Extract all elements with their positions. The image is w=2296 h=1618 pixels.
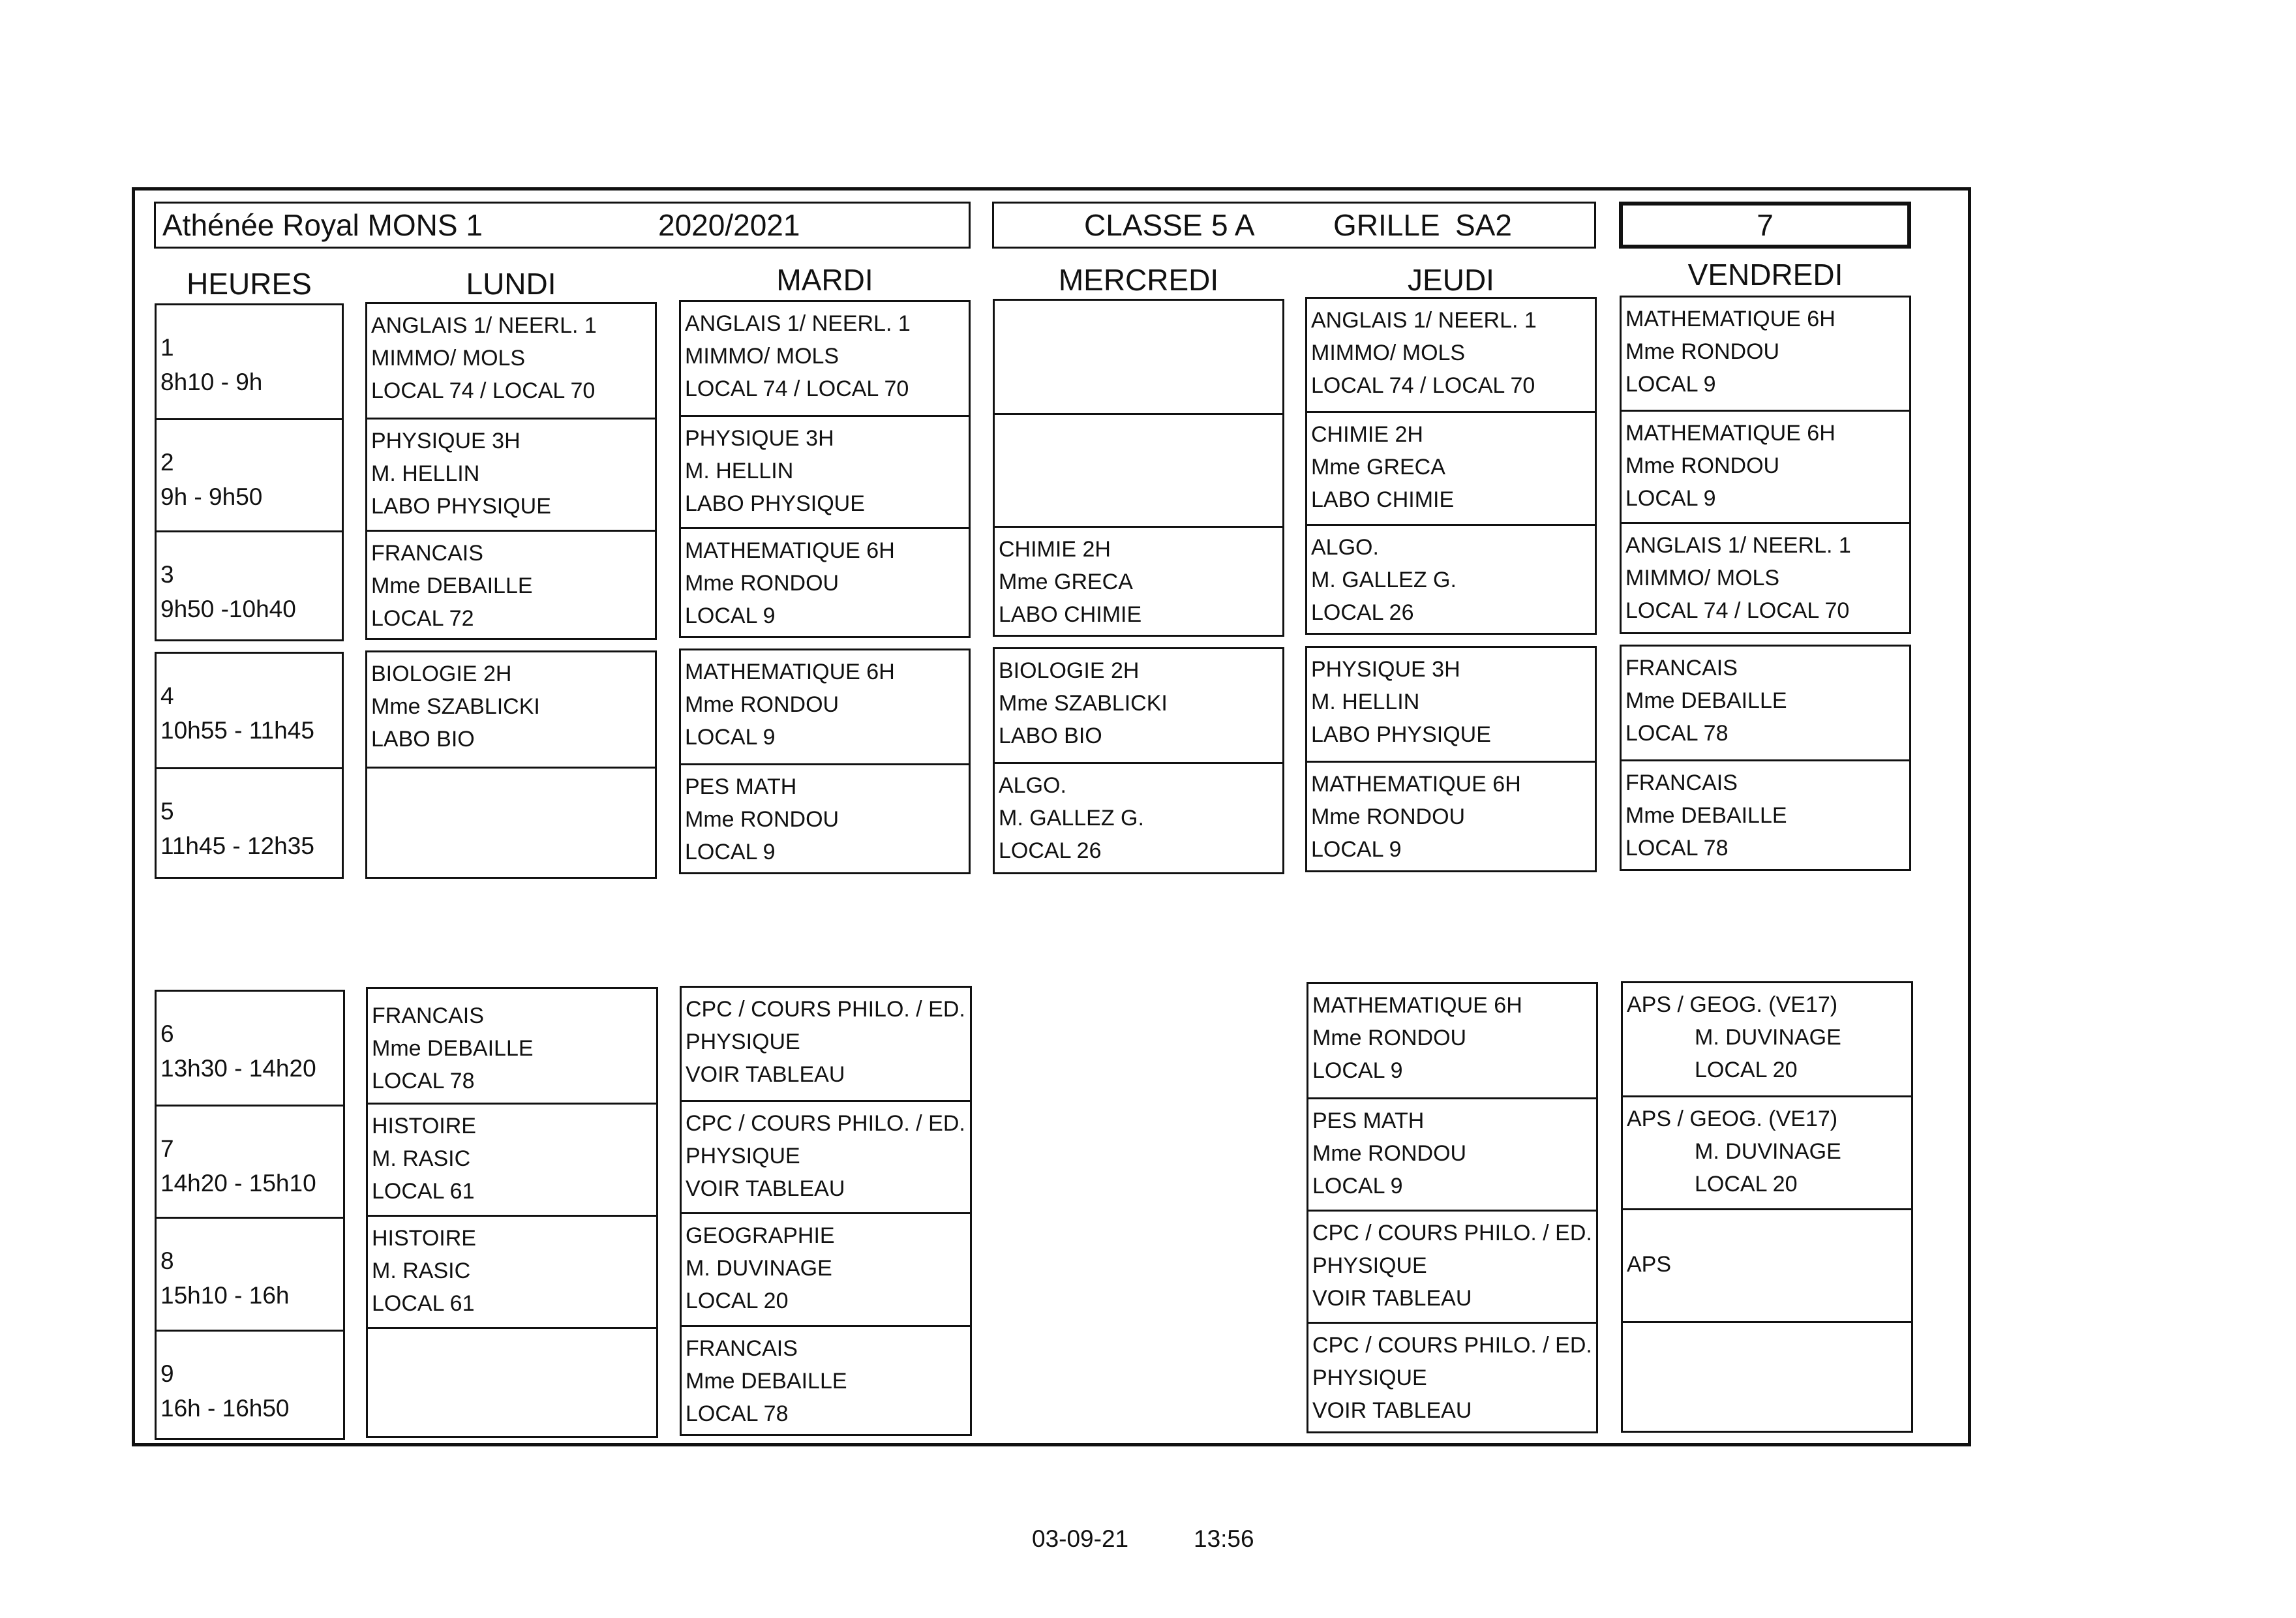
course-room: VOIR TABLEAU: [1312, 1398, 1472, 1423]
course-room: [1627, 1394, 1907, 1426]
course-subject: BIOLOGIE 2H: [371, 662, 512, 686]
course-room: VOIR TABLEAU: [1312, 1286, 1472, 1311]
course-room: LOCAL 9: [685, 840, 776, 864]
course-room: [371, 839, 651, 872]
hours-group-afternoon: [155, 990, 345, 1440]
course-teacher: PHYSIQUE: [686, 1144, 800, 1168]
course-cell: [1622, 522, 1909, 636]
school-name: Athénée Royal MONS 1: [162, 208, 483, 242]
hour-number: 6: [160, 1020, 174, 1047]
mercredi-group-morning-1: [993, 299, 1284, 637]
course-subject: MATHEMATIQUE 6H: [1311, 772, 1521, 797]
hour-cell: [157, 992, 343, 1105]
course-teacher: Mme DEBAILLE: [686, 1369, 847, 1394]
course-room: LOCAL 61: [372, 1291, 475, 1316]
day-heading-lundi: LUNDI: [466, 267, 556, 301]
course-subject: BIOLOGIE 2H: [999, 658, 1140, 683]
course-room: LOCAL 78: [1625, 721, 1729, 746]
lundi-group-morning-1: [365, 302, 657, 640]
hour-number: 3: [160, 561, 174, 588]
course-room: LABO PHYSIQUE: [685, 491, 865, 516]
hour-time: 13h30 - 14h20: [160, 1055, 316, 1082]
page-number: 7: [1757, 208, 1774, 242]
course-subject: FRANCAIS: [371, 541, 483, 566]
course-room: VOIR TABLEAU: [686, 1176, 845, 1201]
course-teacher: [372, 1367, 652, 1399]
course-room: LOCAL 20: [686, 1289, 789, 1313]
course-room: LOCAL 9: [685, 603, 776, 628]
hour-number: 8: [160, 1247, 174, 1274]
hour-number: 4: [160, 682, 174, 709]
course-subject: PHYSIQUE 3H: [1311, 657, 1460, 682]
hour-cell: [157, 1105, 343, 1217]
course-room: VOIR TABLEAU: [686, 1062, 845, 1087]
course-cell: [995, 301, 1282, 413]
course-cell: [681, 415, 969, 527]
course-subject: ANGLAIS 1/ NEERL. 1: [685, 311, 911, 336]
course-room: LABO CHIMIE: [999, 602, 1142, 627]
vendredi-group-afternoon: [1621, 981, 1913, 1433]
course-cell: [682, 1325, 970, 1438]
course-cell: [681, 527, 969, 640]
course-room: LABO BIO: [999, 724, 1102, 748]
page-number-box: [1619, 202, 1911, 249]
hour-number: 1: [160, 334, 174, 361]
vendredi-group-morning-1: [1620, 296, 1911, 634]
hour-time: 14h20 - 15h10: [160, 1170, 316, 1197]
course-teacher: Mme SZABLICKI: [999, 691, 1168, 716]
course-room: LOCAL 9: [1625, 486, 1716, 511]
course-teacher: Mme SZABLICKI: [371, 694, 540, 719]
course-cell: [682, 1100, 970, 1212]
course-subject: FRANCAIS: [686, 1336, 798, 1361]
course-teacher: [1627, 1361, 1907, 1394]
course-subject: APS / GEOG. (VE17): [1627, 1107, 1838, 1131]
course-cell: [1623, 1208, 1911, 1321]
course-teacher: Mme GRECA: [999, 570, 1133, 594]
mardi-group-morning-2: [679, 649, 971, 874]
course-teacher: M. RASIC: [372, 1146, 471, 1171]
course-teacher: MIMMO/ MOLS: [1625, 566, 1780, 590]
course-teacher: Mme RONDOU: [685, 807, 839, 832]
course-teacher: M. HELLIN: [371, 461, 480, 486]
course-room: LOCAL 78: [1625, 836, 1729, 861]
course-subject: [999, 306, 1278, 339]
course-subject: GEOGRAPHIE: [686, 1223, 835, 1248]
course-teacher: M. HELLIN: [685, 459, 794, 483]
course-subject: APS / GEOG. (VE17): [1627, 992, 1838, 1017]
hour-number: 2: [160, 449, 174, 476]
course-subject: PHYSIQUE 3H: [371, 429, 521, 453]
hour-time: 9h - 9h50: [160, 483, 263, 510]
hours-heading: HEURES: [187, 267, 312, 301]
course-teacher: Mme GRECA: [1311, 455, 1445, 480]
course-room: LABO PHYSIQUE: [371, 494, 551, 519]
course-teacher: Mme DEBAILLE: [372, 1036, 534, 1061]
course-cell: [368, 1103, 656, 1215]
course-room: LOCAL 20: [1695, 1058, 1798, 1082]
course-cell: [367, 418, 655, 530]
grille-label: GRILLE: [1333, 208, 1440, 242]
course-cell: [1307, 411, 1595, 524]
course-cell: [995, 649, 1282, 762]
course-subject: PES MATH: [1312, 1108, 1425, 1133]
day-heading-jeudi: JEUDI: [1408, 263, 1494, 297]
course-teacher: M. RASIC: [372, 1259, 471, 1283]
day-heading-mercredi: MERCREDI: [1058, 263, 1219, 297]
vendredi-group-morning-2: [1620, 645, 1911, 871]
grille-value: SA2: [1455, 208, 1512, 242]
course-teacher: M. HELLIN: [1311, 690, 1420, 714]
course-cell: [681, 650, 969, 763]
course-subject: [1627, 1328, 1907, 1361]
hour-number: 9: [160, 1360, 174, 1387]
course-teacher: MIMMO/ MOLS: [685, 344, 839, 369]
course-teacher: PHYSIQUE: [1312, 1253, 1427, 1278]
course-subject: CPC / COURS PHILO. / ED.: [1312, 1221, 1592, 1245]
course-subject: ANGLAIS 1/ NEERL. 1: [1311, 308, 1537, 333]
course-cell: [1622, 647, 1909, 759]
course-teacher: Mme DEBAILLE: [1625, 803, 1787, 828]
course-subject: CHIMIE 2H: [999, 537, 1111, 562]
course-cell: [368, 1215, 656, 1327]
course-teacher: [371, 806, 651, 839]
course-room: LOCAL 74 / LOCAL 70: [1311, 373, 1535, 398]
course-subject: CHIMIE 2H: [1311, 422, 1423, 447]
course-teacher: MIMMO/ MOLS: [1311, 341, 1466, 365]
course-teacher: M. DUVINAGE: [1695, 1025, 1841, 1050]
course-cell: [1307, 299, 1595, 411]
course-subject: MATHEMATIQUE 6H: [1312, 993, 1522, 1018]
course-subject: PHYSIQUE 3H: [685, 426, 834, 451]
course-room: LOCAL 20: [1695, 1172, 1798, 1197]
course-teacher: Mme RONDOU: [1625, 453, 1780, 478]
hour-cell: [157, 305, 342, 418]
course-teacher: M. GALLEZ G.: [999, 806, 1144, 831]
hours-group-morning-1: [155, 303, 344, 641]
course-teacher: PHYSIQUE: [686, 1030, 800, 1054]
lundi-group-morning-2: [365, 650, 657, 879]
course-cell: [681, 302, 969, 415]
course-subject: MATHEMATIQUE 6H: [1625, 307, 1835, 331]
hours-group-morning-2: [155, 652, 344, 879]
course-subject: ALGO.: [1311, 535, 1379, 560]
mardi-group-afternoon: [680, 986, 972, 1436]
course-subject: [1627, 1215, 1907, 1248]
course-room: LOCAL 74 / LOCAL 70: [1625, 598, 1850, 623]
course-subject: FRANCAIS: [372, 1003, 484, 1028]
course-subject: FRANCAIS: [1625, 656, 1738, 680]
course-cell: [1308, 1210, 1596, 1322]
course-room: [1627, 1281, 1907, 1313]
course-cell: [681, 763, 969, 876]
hour-cell: [157, 654, 342, 767]
course-cell: [1307, 524, 1595, 637]
course-cell: [1622, 759, 1909, 873]
course-subject: ALGO.: [999, 773, 1066, 798]
course-cell: [1622, 410, 1909, 522]
hour-time: 15h10 - 16h: [160, 1282, 290, 1309]
course-teacher: Mme RONDOU: [1312, 1141, 1467, 1166]
course-cell: [1623, 983, 1911, 1095]
course-room: LOCAL 9: [1311, 837, 1402, 862]
course-teacher: Mme RONDOU: [1312, 1026, 1467, 1050]
hour-number: 5: [160, 798, 174, 825]
print-time: 13:56: [1194, 1525, 1254, 1552]
course-teacher: PHYSIQUE: [1312, 1366, 1427, 1390]
course-room: [999, 371, 1278, 404]
course-teacher: [999, 453, 1278, 485]
course-room: LOCAL 74 / LOCAL 70: [685, 376, 909, 401]
course-cell: [367, 767, 655, 881]
course-room: LOCAL 26: [1311, 600, 1414, 625]
course-cell: [1623, 1095, 1911, 1208]
day-heading-mardi: MARDI: [776, 263, 873, 297]
school-header-box: [154, 202, 971, 249]
course-room: LOCAL 9: [685, 725, 776, 750]
course-room: LOCAL 74 / LOCAL 70: [371, 378, 596, 403]
course-cell: [367, 304, 655, 418]
hour-cell: [157, 418, 342, 530]
course-cell: [1307, 761, 1595, 874]
course-teacher: M. DUVINAGE: [686, 1256, 832, 1281]
course-room: LOCAL 9: [1312, 1058, 1403, 1083]
day-heading-vendredi: VENDREDI: [1687, 258, 1843, 292]
course-room: LABO PHYSIQUE: [1311, 722, 1491, 747]
course-cell: [995, 526, 1282, 639]
course-teacher: Mme RONDOU: [685, 571, 839, 596]
course-subject: MATHEMATIQUE 6H: [685, 660, 895, 684]
hour-cell: [157, 530, 342, 643]
course-cell: [1307, 648, 1595, 761]
hour-time: 8h10 - 9h: [160, 369, 263, 395]
mercredi-group-morning-2: [993, 647, 1284, 874]
hour-time: 11h45 - 12h35: [160, 832, 314, 859]
hour-number: 7: [160, 1135, 174, 1162]
course-subject: PES MATH: [685, 774, 797, 799]
course-subject: HISTOIRE: [372, 1114, 476, 1138]
course-cell: [368, 1327, 656, 1440]
course-subject: CPC / COURS PHILO. / ED.: [686, 1111, 965, 1136]
course-room: LABO BIO: [371, 727, 475, 752]
classe-value: 5 A: [1211, 208, 1255, 242]
school-year: 2020/2021: [658, 208, 800, 242]
course-teacher: M. GALLEZ G.: [1311, 568, 1457, 592]
course-cell: [1622, 298, 1909, 410]
course-cell: [682, 988, 970, 1100]
course-teacher: Mme DEBAILLE: [1625, 688, 1787, 713]
course-teacher: Mme RONDOU: [685, 692, 839, 717]
course-subject: ANGLAIS 1/ NEERL. 1: [1625, 533, 1851, 558]
course-room: LOCAL 9: [1625, 372, 1716, 397]
course-subject: [372, 1334, 652, 1367]
lundi-group-afternoon: [366, 987, 658, 1438]
course-room: LOCAL 9: [1312, 1174, 1403, 1198]
classe-label: CLASSE: [1084, 208, 1203, 242]
course-subject: ANGLAIS 1/ NEERL. 1: [371, 313, 597, 338]
course-room: LABO CHIMIE: [1311, 487, 1455, 512]
course-teacher: M. DUVINAGE: [1695, 1139, 1841, 1164]
course-cell: [995, 762, 1282, 876]
course-teacher: Mme RONDOU: [1311, 804, 1466, 829]
course-cell: [1308, 1097, 1596, 1210]
course-cell: [1308, 1322, 1596, 1435]
course-subject: HISTOIRE: [372, 1226, 476, 1251]
hour-cell: [157, 767, 342, 881]
course-subject: [371, 774, 651, 806]
jeudi-group-afternoon: [1307, 982, 1598, 1433]
course-cell: [367, 652, 655, 767]
course-room: [999, 485, 1278, 518]
hour-time: 9h50 -10h40: [160, 596, 296, 622]
mardi-group-morning-1: [679, 300, 971, 638]
print-date: 03-09-21: [1032, 1525, 1129, 1552]
course-room: LOCAL 26: [999, 838, 1102, 863]
course-room: LOCAL 78: [372, 1069, 475, 1093]
course-room: LOCAL 72: [371, 606, 474, 631]
course-teacher: MIMMO/ MOLS: [371, 346, 526, 371]
hour-cell: [157, 1330, 343, 1442]
course-room: LOCAL 78: [686, 1401, 789, 1426]
course-teacher: Mme RONDOU: [1625, 339, 1780, 364]
course-teacher: APS: [1627, 1252, 1672, 1277]
class-header-box: [992, 202, 1596, 249]
hour-cell: [157, 1217, 343, 1330]
course-teacher: [999, 339, 1278, 371]
course-cell: [995, 413, 1282, 526]
course-room: LOCAL 61: [372, 1179, 475, 1204]
course-subject: CPC / COURS PHILO. / ED.: [1312, 1333, 1592, 1358]
course-subject: [999, 420, 1278, 453]
jeudi-group-morning-2: [1305, 646, 1597, 872]
course-cell: [1308, 984, 1596, 1097]
course-subject: MATHEMATIQUE 6H: [1625, 421, 1835, 446]
course-cell: [367, 530, 655, 642]
course-cell: [682, 1212, 970, 1325]
course-subject: MATHEMATIQUE 6H: [685, 538, 895, 563]
course-room: [372, 1399, 652, 1432]
course-subject: CPC / COURS PHILO. / ED.: [686, 997, 965, 1022]
hour-time: 10h55 - 11h45: [160, 717, 314, 744]
course-cell: [368, 989, 656, 1103]
jeudi-group-morning-1: [1305, 297, 1597, 635]
course-subject: FRANCAIS: [1625, 771, 1738, 795]
hour-time: 16h - 16h50: [160, 1395, 290, 1422]
course-cell: [1623, 1321, 1911, 1435]
course-teacher: Mme DEBAILLE: [371, 573, 533, 598]
